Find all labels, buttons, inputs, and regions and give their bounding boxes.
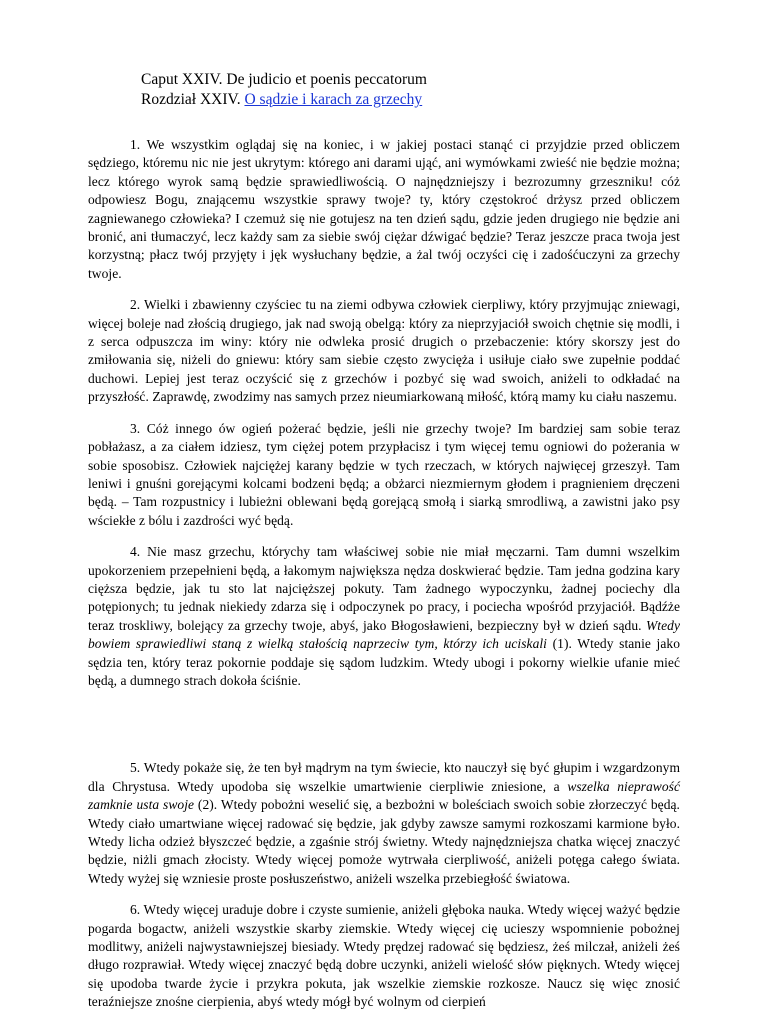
chapter-title-link[interactable]: O sądzie i karach za grzechy [244,91,423,108]
paragraph-6: 6. Wtedy więcej uraduje dobre i czyste sumienie, aniżeli głęboka nauka. Wtedy więcej ważyć będzie pogarda bogactw, aniżeli wszystkie skarby ziemskie. Wtedy więcej cię ucieszy wspomnienie pobożnej modlitwy, aniżeli najwystawniejszej biesiady. Wtedy prędzej radować się będziesz, żeś milczał, aniżeli żeś długo rozprawiał. Wtedy więcej znaczyć będą dobre uczynki, aniżeli wielość słów pięknych. Wtedy więcej się upodoba twarde życie i przykra pokuta, jak wszelkie ziemskie rozkosze. Naucz się więc znosić teraźniejsze znośne cierpienia, abyś wtedy mógł być wolnym od cierpień [88,902,680,1010]
paragraph-5-text-end: (2). Wtedy pobożni weselić się, a bezbożni w boleściach swoich sobie złorzeczyć będą. Wtedy ciało umartwiane więcej radować się będzie, jak gdyby zawsze samymi rozkoszami karmione było. Wtedy licha odzież błyszczeć będzie, a zgaśnie strój świetny. Wtedy najnędzniejsza chatka więcej znaczyć będzie, niżli gmach złocisty. Wtedy więcej pomoże wytrwała cierpliwość, aniżeli potęga całego świata. Wtedy wyżej się wzniesie proste posłuszeństwo, aniżeli wszelka przebiegłość światowa. [88,797,680,886]
paragraph-4-text-start: 4. Nie masz grzechu, którychy tam właściwej sobie nie miał męczarni. Tam dumni wszelkim upokorzeniem przepełnieni będą, a łakomym największa nędza doskwierać będzie. Tam jedna godzina kary cięższa będzie, jak tu sto lat najcięższej pokuty. Tam żadnego wypoczynku, żadnej pociechy dla potępionych; tu jednak niekiedy zdarza się i odpoczynek po pracy, i pociecha wpośród przyjaciół. Bądźże teraz troskliwy, bolejący za grzechy twoje, abyś, jako Błogosławieni, bezpieczny był w dzień sądu. [88,544,680,633]
paragraph-2: 2. Wielki i zbawienny czyściec tu na ziemi odbywa człowiek cierpliwy, który przyjmując zniewagi, więcej boleje nad złością drugiego, jak nad swoją obelgą: który za nieprzyjaciół swoich chętnie się modli, i z serca odpuszcza im winy: który nie odwleka prosić drugich o przebaczenie: który skorszy jest do zmiłowania się, niżeli do gniewu: który sam siebie często zwycięża i usiłuje ciało swe zupełnie poddać duchowi. Lepiej jest teraz oczyścić się z grzechów i pozbyć się wad swoich, aniżeli to odkładać na przyszłość. Zaprawdę, zwodzimy nas samych przez nieumiarkowaną miłość, którą mamy ku ciału naszemu. [88,297,680,405]
paragraph-5 [88,759,680,888]
polish-title-prefix: Rozdział XXIV. [141,91,245,108]
latin-title: Caput XXIV. De judicio et poenis peccatorum [141,71,427,88]
paragraph-1: 1. We wszystkim oglądaj się na koniec, i w jakiej postaci stanąć ci przyjdzie przed obliczem sędziego, któremu nic nie jest ukrytym: którego ani darami ująć, ani wymówkami zwieść nie będzie można; lecz którego wyrok samą będzie sprawiedliwością. O najnędzniejszy i bezrozumny grzeszniku! cóż odpowiesz Bogu, znającemu wszystkie sprawy twoje? ty, który częstokroć drżysz przed obliczem zagniewanego człowieka? I czemuż się nie gotujesz na ten dzień sądu, gdzie jeden drugiego nie będzie ani bronić, ani tłumaczyć, lecz każdy sam za siebie swój ciężar dźwigać będzie? Teraz jeszcze praca twoja jest korzystną; płacz twój przyjęty i jęk wysłuchany będzie, a żal twój oczyści cię i zadośćuczyni za grzechy twoje. [88,137,680,281]
paragraph-3: 3. Cóż innego ów ogień pożerać będzie, jeśli nie grzechy twoje? Im bardziej sam sobie teraz pobłażasz, a za ciałem idziesz, tym ciężej potem przypłacisz i tym więcej temu ogniowi do pożerania w sobie sposobisz. Człowiek najciężej karany będzie w tych rzeczach, w których najwięcej grzeszył. Tam leniwi i gnuśni gorejącymi kolcami bodzeni będą; a obżarci niezmiernym głodem i pragnieniem dręczeni będą. – Tam rozpustnicy i lubieżni oblewani będą gorejącą smołą i siarką smrodliwą, a zawistni jako psy wściekłe z bólu i zazdrości wyć będą. [88,420,680,528]
paragraph-5-text-start: 5. Wtedy pokaże się, że ten był mądrym na tym świecie, kto nauczył się być głupim i wzgardzonym dla Chrystusa. Wtedy upodoba się wszelkie umartwienie cierpliwie zniesione, a [88,760,680,794]
document-page [88,70,680,1012]
paragraph-5-quotation: wszelka nieprawość zamknie usta swoje [88,778,680,813]
paragraph-4-quotation: Wtedy bowiem sprawiedliwi staną z wielką stałością naprzeciw tym, którzy ich uciskali [88,617,680,652]
polish-title [141,90,680,110]
chapter-heading [141,70,680,110]
paragraph-4-text-end: (1). Wtedy stanie jako sędzia ten, który teraz pokornie poddaje się sądom ludzkim. Wtedy ubogi i pokorny wielkie ufanie mieć będą, a dumnego strach dokoła ściśnie. [88,636,680,688]
paragraph-4 [88,543,680,690]
